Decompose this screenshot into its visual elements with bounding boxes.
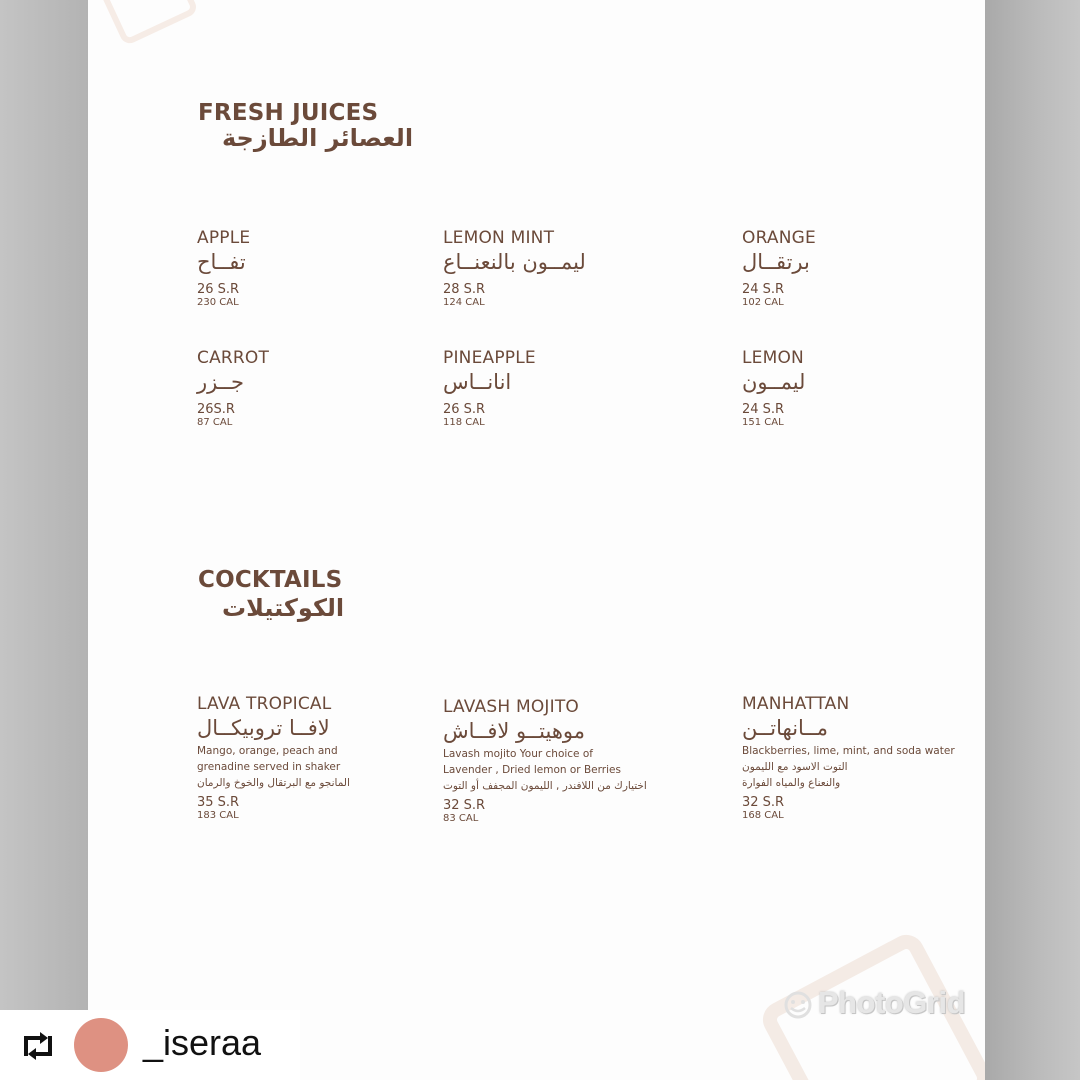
item-name-ar: انانــاس <box>443 370 512 394</box>
menu-item-lavash-mojito <box>443 697 703 825</box>
right-background-strip <box>985 0 1080 1080</box>
item-price: 26 S.R <box>197 282 240 297</box>
logo-watermark-top <box>99 0 200 46</box>
item-calories: 102 CAL <box>742 297 784 308</box>
item-name: LAVA TROPICAL <box>197 694 332 714</box>
fresh-juices-title: FRESH JUICES <box>198 100 379 126</box>
item-calories: 151 CAL <box>742 417 784 428</box>
menu-item-lemon-mint <box>443 228 673 309</box>
fresh-juices-title-ar: العصائر الطازجة <box>222 124 414 152</box>
item-calories: 83 CAL <box>443 813 479 824</box>
item-calories: 87 CAL <box>197 417 233 428</box>
menu-item-orange <box>742 228 972 309</box>
item-name: LEMON <box>742 348 804 368</box>
description-line-ar: اختيارك من اللافندر , الليمون المجفف أو التوت <box>443 780 647 792</box>
item-name: APPLE <box>197 228 251 248</box>
item-calories: 183 CAL <box>197 810 239 821</box>
item-name: LEMON MINT <box>443 228 555 248</box>
item-price: 24 S.R <box>742 402 785 417</box>
item-name-ar: موهيتــو لافــاش <box>443 719 586 743</box>
item-name-ar: تفــاح <box>197 250 246 274</box>
menu-item-lemon <box>742 348 972 429</box>
photogrid-watermark: PhotoGrid <box>818 985 966 1020</box>
avatar[interactable] <box>74 1018 128 1072</box>
item-name: ORANGE <box>742 228 816 248</box>
item-calories: 230 CAL <box>197 297 239 308</box>
item-name-ar: ليمــون بالنعنــاع <box>443 250 586 274</box>
item-price: 32 S.R <box>742 795 785 810</box>
menu-item-apple <box>197 228 427 309</box>
item-name: PINEAPPLE <box>443 348 536 368</box>
photogrid-logo-icon <box>783 990 813 1020</box>
item-price: 26 S.R <box>443 402 486 417</box>
item-name-ar: لافــا تروبيكــال <box>197 716 330 740</box>
menu-item-lava-tropical <box>197 694 437 822</box>
description-line-ar: والنعناع والمياه الفوارة <box>742 777 841 789</box>
menu-item-manhattan <box>742 694 972 822</box>
description-line: Lavender , Dried lemon or Berries <box>443 764 621 776</box>
item-calories: 124 CAL <box>443 297 485 308</box>
description-line: Blackberries, lime, mint, and soda water <box>742 745 955 757</box>
description-line-ar: المانجو مع البرتقال والخوخ والرمان <box>197 777 350 789</box>
item-price: 26S.R <box>197 402 235 417</box>
menu-page <box>88 0 985 1080</box>
description-line: Lavash mojito Your choice of <box>443 748 593 760</box>
description-line-ar: التوت الاسود مع الليمون <box>742 761 848 773</box>
item-name: LAVASH MOJITO <box>443 697 579 717</box>
item-name-ar: برتقــال <box>742 250 810 274</box>
cocktails-title-ar: الكوكتيلات <box>222 594 345 622</box>
item-price: 35 S.R <box>197 795 240 810</box>
cocktails-title: COCKTAILS <box>198 567 343 593</box>
repost-icon[interactable] <box>18 1028 58 1064</box>
menu-item-pineapple <box>443 348 673 429</box>
left-background-strip <box>0 0 88 1080</box>
item-calories: 118 CAL <box>443 417 485 428</box>
item-price: 28 S.R <box>443 282 486 297</box>
username-link[interactable]: _iseraa <box>143 1022 262 1063</box>
item-price: 32 S.R <box>443 798 486 813</box>
item-name-ar: جــزر <box>197 370 245 394</box>
item-description <box>197 743 437 791</box>
item-name-ar: مــانهاتــن <box>742 716 829 740</box>
item-name: MANHATTAN <box>742 694 850 714</box>
item-description <box>742 743 972 791</box>
item-description <box>443 746 703 794</box>
item-name: CARROT <box>197 348 270 368</box>
item-name-ar: ليمــون <box>742 370 806 394</box>
item-price: 24 S.R <box>742 282 785 297</box>
item-calories: 168 CAL <box>742 810 784 821</box>
menu-item-carrot <box>197 348 427 429</box>
description-line: Mango, orange, peach and <box>197 745 338 757</box>
description-line: grenadine served in shaker <box>197 761 341 773</box>
